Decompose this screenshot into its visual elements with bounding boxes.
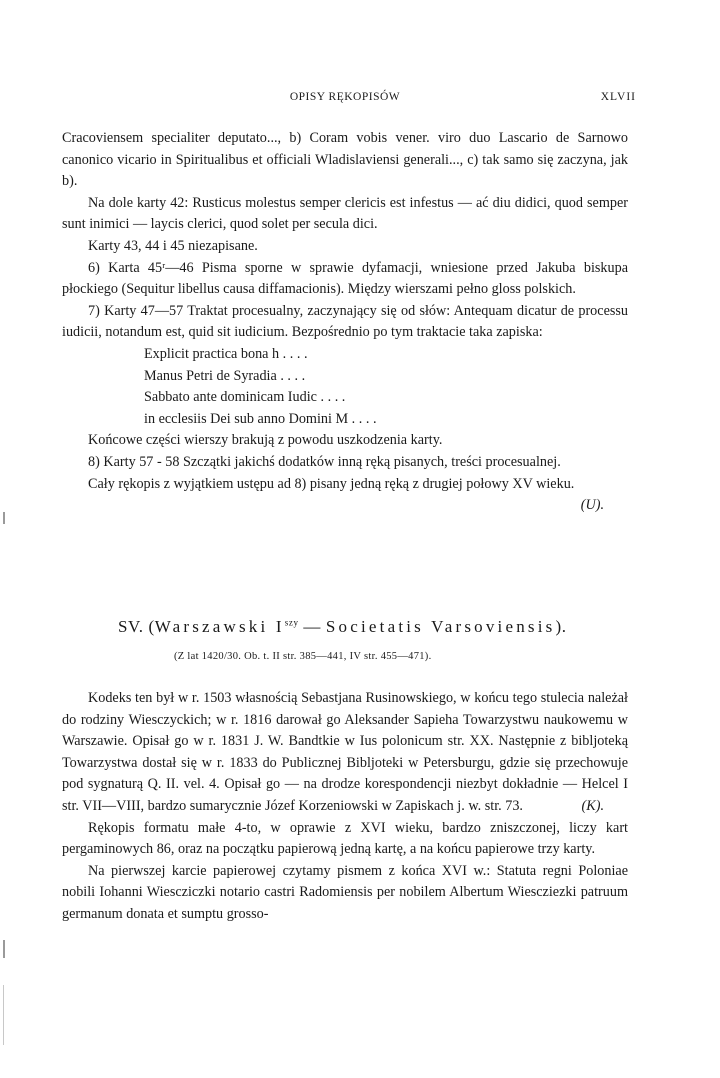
section-subtitle: (Z lat 1420/30. Ob. t. II str. 385—441, IV str. 455—471). bbox=[174, 651, 432, 662]
verse-line: Manus Petri de Syradia . . . . bbox=[144, 367, 306, 384]
section-heading bbox=[118, 617, 567, 637]
paragraph: Na pierwszej karcie papierowej czytamy pismem z końca XVI w.: Statuta regni Poloniae nobili Iohanni Wiescziczki notario castri Radomiensis per nobilem Albertum Wiescziezki patruum germanum donata et sumptu grosso- bbox=[62, 862, 628, 922]
paragraph: 7) Karty 47—57 Traktat procesualny, zaczynający się od słów: Antequam dicatur de processu iudicii, notandum est, quid sit iudicium. Bezpośrednio po tym traktacie taka zapiska: bbox=[62, 302, 628, 341]
paragraph: 8) Karty 57 - 58 Szczątki jakichś dodatków inną ręką pisanych, treści procesualnej. bbox=[88, 453, 561, 470]
section-superscript: szy bbox=[284, 617, 299, 628]
paragraph: Na dole karty 42: Rusticus molestus semper clericis est infestus — ać diu didici, quod semper sunt inimici — laycis clerici, quod solet per secula dici. bbox=[62, 194, 628, 233]
running-header bbox=[62, 91, 636, 111]
header-title: OPISY RĘKOPISÓW bbox=[289, 91, 401, 103]
paragraph-text: Kodeks ten był w r. 1503 własnością Sebastjana Rusinowskiego, w końcu tego stulecia należał do rodziny Wiesczyckich; w r. 1816 darował go Aleksander Sapieha Towarzystwu naukowemu w Warszawie. Opisał go w r. 1831 J. W. Bandtkie w Ius polonicum str. XX. Następnie z bibljoteką Towarzystwa dostał się w r. 1833 do Publicznej Bibljoteki w Petersburgu, gdzie się przechowuje pod sygnaturą Q. II. vel. 4. Opisał go — na drodze korespondencji niezbyt dokładnie — Helcel I str. VII—VIII, bardzo sumarycznie Józef Korzeniowski w Zapiskach j. w. str. 73. bbox=[62, 690, 628, 814]
section-number: SV. bbox=[118, 617, 144, 636]
section-society: Societatis Varsoviensis bbox=[325, 617, 556, 636]
margin-mark-top bbox=[3, 512, 5, 524]
verse-quote bbox=[144, 344, 628, 430]
verse-line: in ecclesiis Dei sub anno Domini M . . . . bbox=[144, 410, 377, 427]
page-number: XLVII bbox=[600, 91, 636, 103]
paragraph-text: Cały rękopis z wyjątkiem ustępu ad 8) pisany jedną ręką z drugiej połowy XV wieku. bbox=[88, 475, 575, 492]
paragraph: Rękopis formatu małe 4-to, w oprawie z XVI wieku, bardzo zniszczonej, liczy kart pergaminowych 86, oraz na początku papierową jedną kartę, a na końcu papierowe trzy karty. bbox=[62, 819, 628, 858]
margin-mark-edge bbox=[3, 985, 4, 1045]
section-close-paren: ). bbox=[555, 617, 567, 636]
author-signature: (U). bbox=[580, 497, 604, 514]
author-signature: (K). bbox=[581, 797, 604, 814]
paragraph-last bbox=[62, 474, 628, 514]
paragraph bbox=[62, 688, 628, 818]
section-name: Warszawski I bbox=[154, 617, 285, 636]
paragraph: 6) Karta 45ʳ—46 Pisma sporne w sprawie dyfamacji, wniesione przed Jakuba biskupa płockiego (Sequitur libellus causa diffamacionis). Między wierszami pełno gloss polskich. bbox=[62, 259, 628, 298]
section-open-paren: ( bbox=[148, 617, 155, 636]
text-block-bottom bbox=[62, 688, 628, 926]
verse-line: Explicit practica bona h . . . . bbox=[144, 345, 308, 362]
section-dash: — bbox=[303, 617, 322, 636]
text-block-top bbox=[62, 128, 628, 517]
paragraph: Końcowe części wierszy brakują z powodu uszkodzenia karty. bbox=[88, 432, 443, 449]
paragraph: Karty 43, 44 i 45 niezapisane. bbox=[88, 237, 258, 254]
margin-mark-bottom bbox=[3, 940, 5, 958]
verse-line: Sabbato ante dominicam Iudic . . . . bbox=[144, 389, 346, 406]
paragraph: Cracoviensem specialiter deputato..., b) Coram vobis vener. viro duo Lascario de Sarnowo canonico vicario in Spiritualibus et officiali Wladislaviensi generali..., c) tak samo się zaczyna, jak b). bbox=[62, 130, 628, 190]
